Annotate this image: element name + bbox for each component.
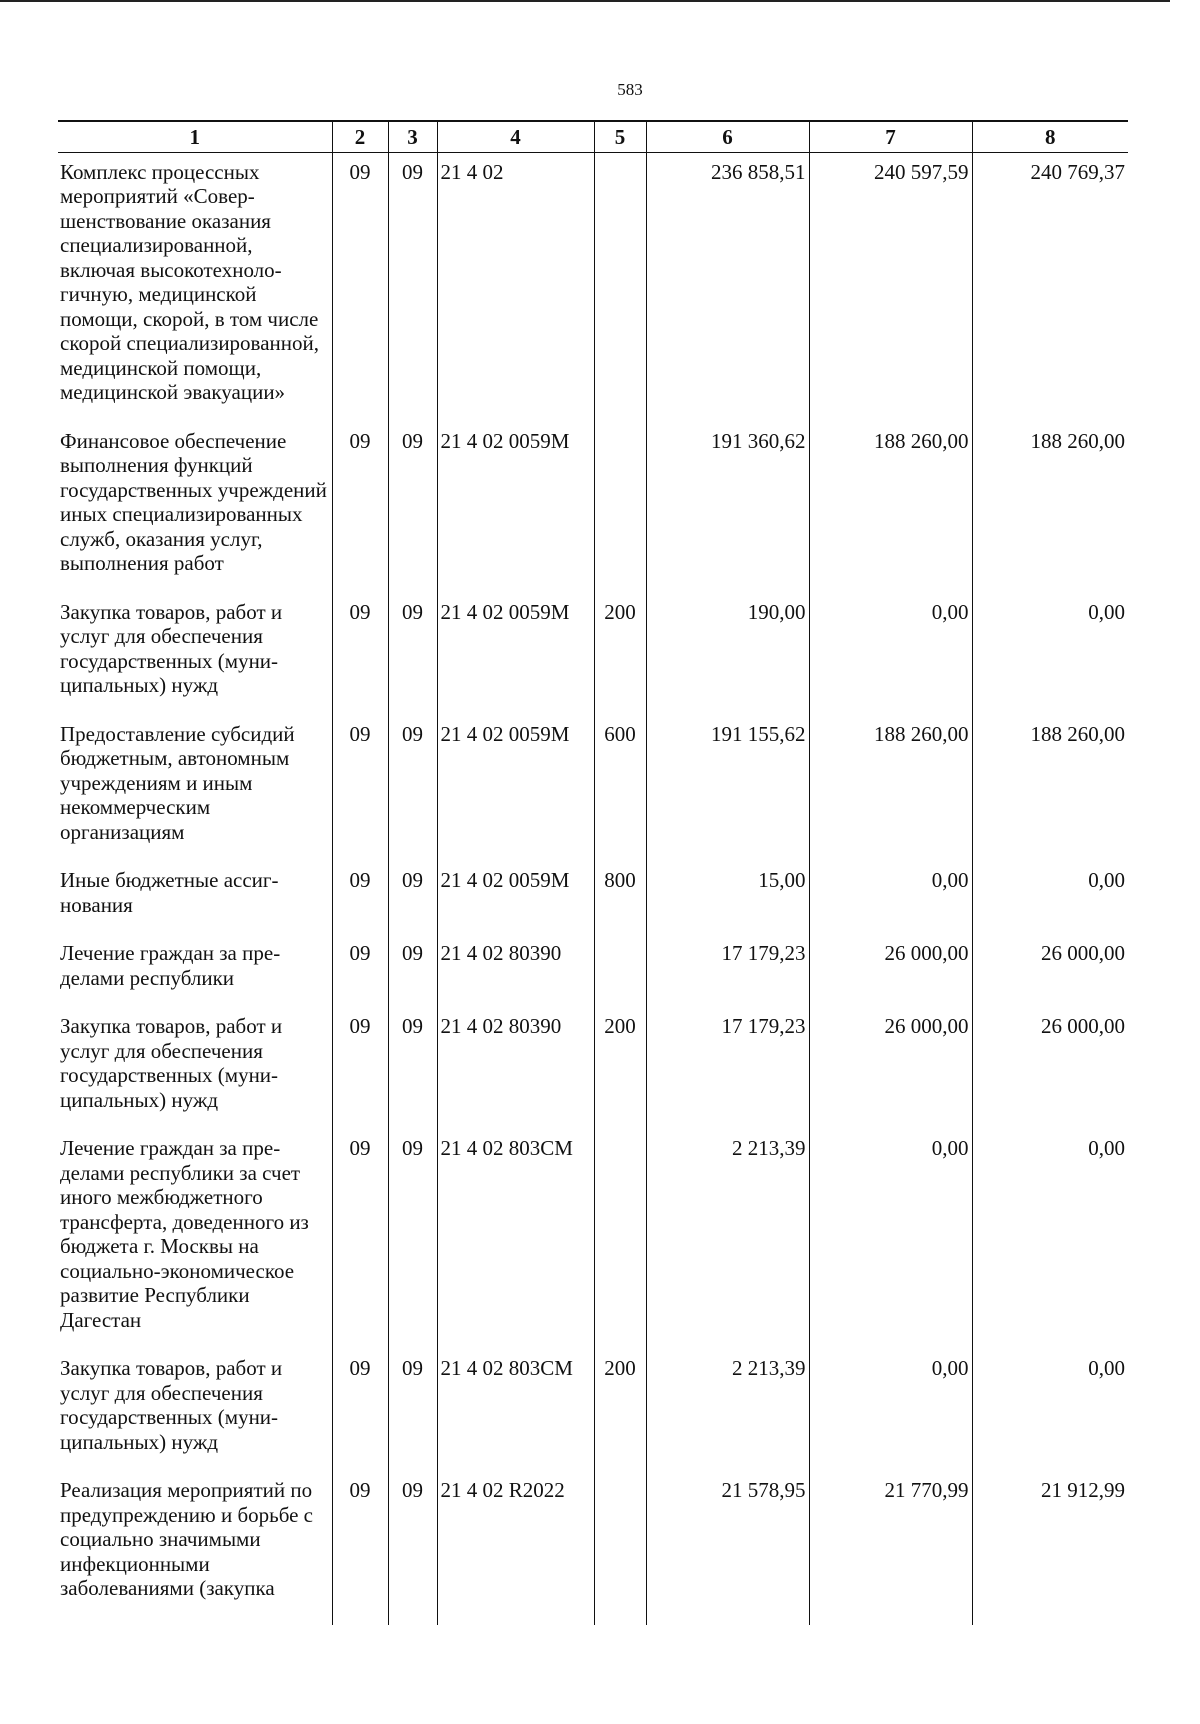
cell-col-4: 21 4 02 0059M — [437, 868, 594, 941]
cell-col-3: 09 — [388, 1478, 437, 1625]
table-row — [58, 1014, 1128, 1136]
cell-col-6: 191 155,62 — [646, 722, 809, 869]
header-col-5: 5 — [594, 121, 646, 152]
cell-col-4: 21 4 02 — [437, 152, 594, 429]
cell-col-5: 200 — [594, 600, 646, 722]
cell-col-2: 09 — [332, 1356, 388, 1478]
row-name: Закупка товаров, работ и услуг для обеспечения государственных (муниципальных) нужд — [60, 1014, 283, 1112]
cell-col-3: 09 — [388, 1136, 437, 1356]
cell-col-2: 09 — [332, 1014, 388, 1136]
cell-col-2: 09 — [332, 429, 388, 600]
table-row — [58, 941, 1128, 1014]
cell-col-2: 09 — [332, 152, 388, 429]
cell-col-3: 09 — [388, 722, 437, 869]
cell-col-8: 240 769,37 — [972, 152, 1128, 429]
cell-col-4: 21 4 02 803CM — [437, 1136, 594, 1356]
cell-col-6: 17 179,23 — [646, 941, 809, 1014]
table-body — [58, 152, 1128, 1625]
header-col-3: 3 — [388, 121, 437, 152]
row-name: Финансовое обеспечение выполнения функций государственных учреждений иных специализированных служб, оказания услуг, выполнения работ — [60, 428, 327, 575]
header-col-6: 6 — [646, 121, 809, 152]
cell-col-8: 0,00 — [972, 1356, 1128, 1478]
cell-col-2: 09 — [332, 1478, 388, 1625]
top-rule — [0, 0, 1170, 2]
budget-table — [58, 120, 1128, 1625]
cell-col-3: 09 — [388, 1014, 437, 1136]
cell-col-7: 188 260,00 — [809, 722, 972, 869]
table-row — [58, 600, 1128, 722]
cell-col-8: 21 912,99 — [972, 1478, 1128, 1625]
page-number: 583 — [617, 80, 643, 99]
header-col-8: 8 — [972, 121, 1128, 152]
row-name: Лечение граждан за пределами республики за счет иного межбюджетного трансферта, доведенного из бюджета г. Москвы на социально-экономическое развитие Республики Дагестан — [60, 1136, 309, 1332]
cell-col-2: 09 — [332, 722, 388, 869]
cell-col-3: 09 — [388, 1356, 437, 1478]
header-row — [58, 121, 1128, 152]
header-col-4: 4 — [437, 121, 594, 152]
cell-col-5 — [594, 429, 646, 600]
row-name: Иные бюджетные ассигнования — [60, 868, 279, 917]
cell-col-4: 21 4 02 0059M — [437, 722, 594, 869]
cell-col-6: 191 360,62 — [646, 429, 809, 600]
cell-col-2: 09 — [332, 941, 388, 1014]
table-row — [58, 868, 1128, 941]
cell-col-3: 09 — [388, 868, 437, 941]
header-col-7: 7 — [809, 121, 972, 152]
cell-col-7: 188 260,00 — [809, 429, 972, 600]
row-name: Предоставление субсидий бюджетным, автономным учреждениям и иным некоммерческим организациям — [60, 721, 295, 844]
cell-col-6: 2 213,39 — [646, 1136, 809, 1356]
row-name: Комплекс процессных мероприятий «Совершенствование оказания специализированной, включая высокотехнологичную, медицинской помощи, скорой, в том числе скорой специализированной, медицинской помощи, медицинской эвакуации» — [60, 159, 319, 404]
cell-col-4: 21 4 02 0059M — [437, 429, 594, 600]
cell-col-5 — [594, 941, 646, 1014]
cell-col-8: 188 260,00 — [972, 722, 1128, 869]
cell-col-6: 236 858,51 — [646, 152, 809, 429]
table-row — [58, 152, 1128, 429]
cell-col-5 — [594, 1136, 646, 1356]
cell-col-3: 09 — [388, 600, 437, 722]
cell-col-7: 0,00 — [809, 1356, 972, 1478]
cell-col-6: 17 179,23 — [646, 1014, 809, 1136]
cell-col-4: 21 4 02 803CM — [437, 1356, 594, 1478]
cell-col-8: 188 260,00 — [972, 429, 1128, 600]
table-row — [58, 1478, 1128, 1625]
cell-col-2: 09 — [332, 600, 388, 722]
cell-col-7: 26 000,00 — [809, 941, 972, 1014]
cell-col-8: 0,00 — [972, 868, 1128, 941]
header-col-2: 2 — [332, 121, 388, 152]
cell-col-4: 21 4 02 R2022 — [437, 1478, 594, 1625]
header-col-1: 1 — [58, 121, 332, 152]
cell-col-6: 2 213,39 — [646, 1356, 809, 1478]
table-row — [58, 1356, 1128, 1478]
cell-col-6: 15,00 — [646, 868, 809, 941]
cell-col-5: 200 — [594, 1014, 646, 1136]
cell-col-4: 21 4 02 80390 — [437, 1014, 594, 1136]
cell-col-7: 26 000,00 — [809, 1014, 972, 1136]
cell-col-4: 21 4 02 0059M — [437, 600, 594, 722]
cell-col-5: 800 — [594, 868, 646, 941]
cell-col-8: 26 000,00 — [972, 1014, 1128, 1136]
cell-col-8: 26 000,00 — [972, 941, 1128, 1014]
row-name: Лечение граждан за пределами республики — [60, 941, 281, 990]
cell-col-2: 09 — [332, 1136, 388, 1356]
cell-col-8: 0,00 — [972, 600, 1128, 722]
row-name: Закупка товаров, работ и услуг для обеспечения государственных (муниципальных) нужд — [60, 1356, 283, 1454]
cell-col-2: 09 — [332, 868, 388, 941]
row-name: Закупка товаров, работ и услуг для обеспечения государственных (муниципальных) нужд — [60, 599, 283, 697]
cell-col-8: 0,00 — [972, 1136, 1128, 1356]
cell-col-5: 200 — [594, 1356, 646, 1478]
cell-col-5 — [594, 1478, 646, 1625]
cell-col-4: 21 4 02 80390 — [437, 941, 594, 1014]
cell-col-5: 600 — [594, 722, 646, 869]
cell-col-7: 240 597,59 — [809, 152, 972, 429]
cell-col-3: 09 — [388, 152, 437, 429]
table-row — [58, 722, 1128, 869]
table-row — [58, 429, 1128, 600]
cell-col-3: 09 — [388, 429, 437, 600]
cell-col-3: 09 — [388, 941, 437, 1014]
cell-col-7: 0,00 — [809, 868, 972, 941]
cell-col-6: 21 578,95 — [646, 1478, 809, 1625]
table-row — [58, 1136, 1128, 1356]
cell-col-7: 0,00 — [809, 600, 972, 722]
cell-col-7: 21 770,99 — [809, 1478, 972, 1625]
cell-col-5 — [594, 152, 646, 429]
row-name: Реализация мероприятий по предупреждению и борьбе с социально значимыми инфекционными заболеваниями (закупка — [60, 1478, 314, 1600]
cell-col-6: 190,00 — [646, 600, 809, 722]
cell-col-7: 0,00 — [809, 1136, 972, 1356]
